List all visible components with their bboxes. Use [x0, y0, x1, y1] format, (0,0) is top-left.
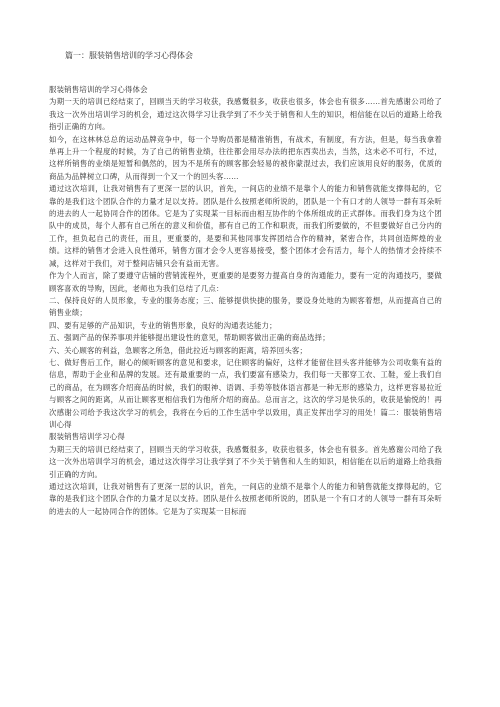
list-item: 六、关心顾客的利益，急顾客之所急，借此拉近与顾客的距离，培养回头客； — [49, 345, 308, 355]
paragraph-title: 服装销售培训的学习心得体会 — [49, 85, 148, 94]
document-body — [49, 84, 442, 518]
paragraph: 如今，在这林林总总的运动品牌竞争中，每一个导购员都是精准销售，有战术，有制度，有方法，但是，每当我拿着单再上升一个程度的时候，为了自己的销售业绩，往往都会用尽办法的把东西卖出去，当然，这未必不可行，不过，这样所销售的业绩是短暂和偶然的，因为不是所有的顾客都会轻易的被你蒙混过去，我们应该用良好的服务，优质的商品为品牌树立口碑，从而得到一个又一个的回头客…… — [49, 134, 442, 181]
list-item: 七、做好售后工作，耐心的倾听顾客的意见和要求，记住顾客的偏好，这样才能留住回头客并能够为公司收集有益的信息，帮助于企业和品牌的发展。还有最重要的一点，我们要富有感染力，我们每一天都穿工衣、工鞋，爱上我们自己的商品，在为顾客介绍商品的时候，我们的眼神、语调、手势等肢体语言都是一种无形的感染力，这样更容易拉近与顾客之间的距离，从而让顾客更相信我们为他所介绍的商品。总而言之，这次的学习是快乐的，收获是愉悦的！再次感谢公司给予我这次学习的机会，我将在今后的工作生活中学以致用，真正发挥出学习的用处！篇二：服装销售培训心得 — [49, 357, 442, 429]
paragraph: 为期三天的培训已经结束了，回顾当天的学习收获，我感慨很多，收获也很多，体会也有很多。首先感谢公司给了我这一次外出培训学习的机会，通过这次得学习让我学到了不少关于销售和人生的知识，相信能在以后的道路上给我指引正确的方向。 — [49, 444, 442, 479]
paragraph: 作为个人而言，除了要遵守店铺的营销流程外，更重要的是要努力提高自身的沟通能力，要有一定的沟通技巧，要做顾客喜欢的导购，因此，老师也为我们总结了几点： — [49, 271, 442, 293]
paragraph: 为期一天的培训已经结束了，回顾当天的学习收获，我感慨很多，收获也很多，体会也有很多……首先感谢公司给了我这一次外出培训学习的机会，通过这次得学习让我学到了不少关于销售和人生的知识，相信能在以后的道路上给我指引正确的方向。 — [49, 97, 442, 132]
list-item: 五、强调产品的保养事项并能够提出建设性的意见，帮助顾客做出正确的商品选择； — [49, 333, 330, 343]
paragraph: 通过这次培训，让我对销售有了更深一层的认识，首先，一间店的业绩不是靠个人的能力和销售就能支撑得起的，它靠的是我们这个团队合作的力量才足以支持。团队是什么按照老师所说的，团队是一个有口才的人领导一群有耳朵听的进去的人一起协同合作的团体。它是为了实现某一目标而 — [49, 482, 442, 516]
paragraph: 通过这次培训，让我对销售有了更深一层的认识，首先，一间店的业绩不是靠个人的能力和销售就能支撑得起的，它靠的是我们这个团队合作的力量才足以支持。团队是什么按照老师所说的，团队是一个有口才的人领导一群有耳朵听的进去的人一起协同合作的团体。它是为了实现某一目标而由相互协作的个体所组成的正式群体。而我们身为这个团队中的成员，每个人都有自己所在的意义和价值，都有自己的工作和职责，而我们所要做的，不但要做好自己分内的工作，担负起自己的责任，而且，更重要的，是要和其他同事发挥团结合作的精神，紧密合作，共同创造辉煌的业绩。这样的销售才会进入良性循环，销售方面才会令人更容易接受，整个团体才会有活力，每个人的热情才会持续不减，这样对于我们，对于整间店铺只会有益而无害。 — [49, 184, 442, 268]
document-heading: 篇一：服装销售培训的学习心得体会 — [65, 51, 193, 60]
list-item: 四、要有足够的产品知识，专业的销售形象，良好的沟通表达能力； — [49, 320, 277, 330]
paragraph-title: 服装销售培训学习心得 — [49, 432, 125, 442]
list-item: 二、保持良好的人员形象，专业的服务态度；三、能够提供快捷的服务，要设身处地的为顾客着想，从而提高自己的销售业绩； — [49, 295, 442, 318]
